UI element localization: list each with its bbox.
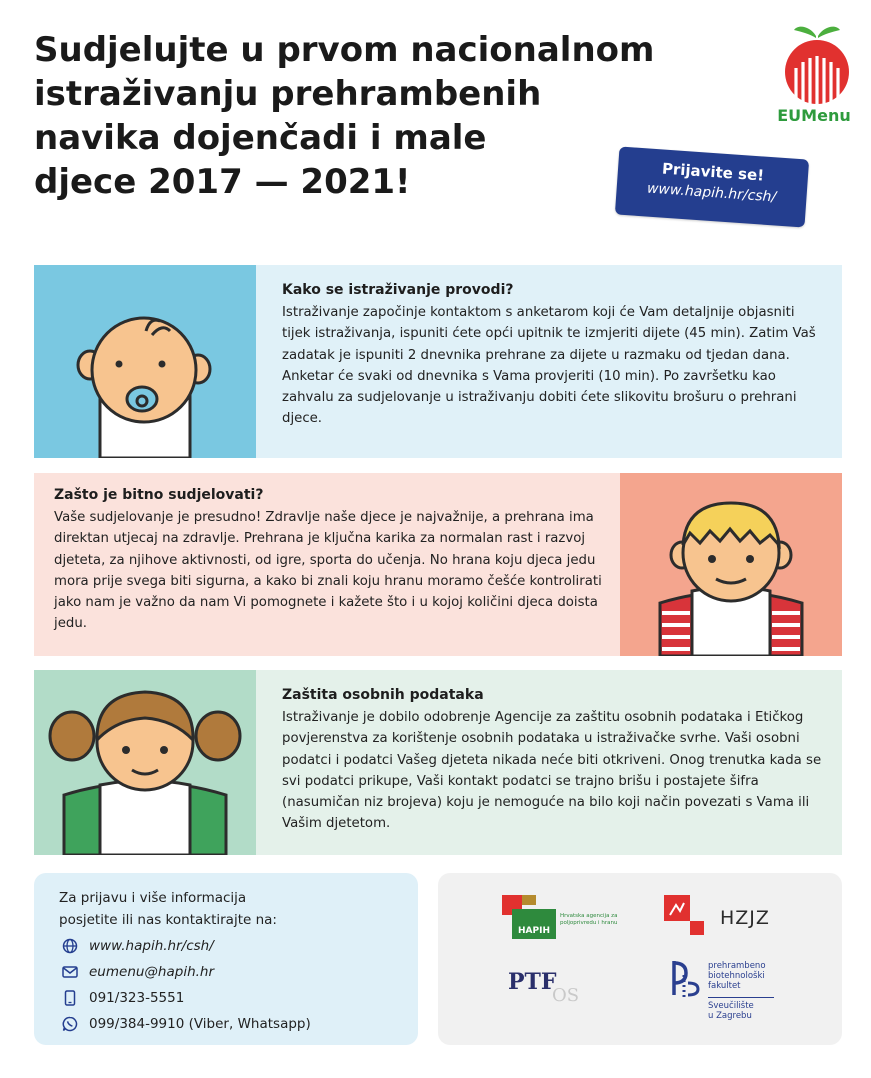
section-heading: Kako se istraživanje provodi? bbox=[282, 282, 514, 298]
hapih-subtitle bbox=[560, 913, 630, 927]
register-badge[interactable] bbox=[615, 146, 809, 227]
contact-web[interactable] bbox=[61, 937, 214, 955]
section-body: Vaše sudjelovanje je presudno! Zdravlje naše djece je najvažnije, a prehrana ima direktan utjecaj na zdravlje. Prehrana je ključna karika za normalan rast i razvoj djeteta, za njihove aktivnosti, od igre, sporta do učenja. No hrana koju djeca jedu mora prije svega biti sigurna, a kako bi znali koju hranu moramo češće kontrolirati jako nam je važno da nam Vi pomognete i kažete što i u kojoj količini djeca doista jedu. bbox=[54, 510, 602, 632]
hapih-logo bbox=[502, 895, 632, 945]
girl-icon bbox=[34, 670, 256, 855]
title-line: navika dojenčadi i male bbox=[34, 118, 487, 158]
pbf-name-line: prehrambeno bbox=[708, 961, 766, 971]
register-url[interactable]: www.hapih.hr/csh/ bbox=[646, 180, 777, 206]
contact-intro bbox=[59, 887, 399, 931]
hapih-name: HAPIH bbox=[512, 909, 556, 939]
whatsapp-icon bbox=[61, 1015, 79, 1033]
globe-icon bbox=[61, 937, 79, 955]
register-title: Prijavite se! bbox=[661, 159, 765, 185]
pbf-university-line: Sveučilište bbox=[708, 1001, 754, 1011]
pbf-name-line: fakultet bbox=[708, 981, 741, 991]
hzjz-name: HZJZ bbox=[720, 907, 770, 929]
title-line: Sudjelujte u prvom nacionalnom bbox=[34, 30, 655, 70]
pbf-name bbox=[708, 961, 766, 991]
pbf-name-line: biotehnološki bbox=[708, 971, 765, 981]
pbf-mark-icon bbox=[666, 957, 702, 999]
phone-icon bbox=[61, 989, 79, 1007]
boy-icon bbox=[620, 473, 842, 656]
girl-illustration bbox=[34, 670, 256, 855]
pbf-divider bbox=[708, 997, 774, 998]
ptf-mark-text: OS bbox=[552, 985, 580, 1006]
section-body: Istraživanje započinje kontaktom s anketarom koji će Vam detaljnije objasniti tijek istraživanja, ispuniti ćete opći upitnik te izmjeriti dijete (45 min). Zatim Vaš zadatak je ispuniti 2 dnevnika prehrane za dijete u razmaku od tjedan dana. Anketar će svaki od dnevnika s Vama provjeriti (10 min). Po završetku kao zahvalu za sudjelovanje u istraživanju dobiti ćete slikovitu brošuru o prehrani djece. bbox=[282, 305, 816, 427]
hapih-subtitle-line: poljoprivredu i hranu bbox=[560, 920, 618, 926]
contact-viber[interactable] bbox=[61, 1015, 311, 1033]
page-title bbox=[34, 28, 655, 204]
contact-email[interactable] bbox=[61, 963, 214, 981]
ptf-logo bbox=[508, 969, 608, 1019]
section-how bbox=[34, 265, 842, 458]
section-body: Istraživanje je dobilo odobrenje Agencije za zaštitu osobnih podataka i Etičkog povjerenstva za korištenje osobnih podataka u istraživačke svrhe. Vaši osobni podatci i podatci Vašeg djeteta nikada neće biti otkriveni. Onog trenutka kada se svi podatci prikupe, Vaši kontakt podatci se trajno brišu i postajete šifra (nasumičan niz brojeva) koju je nemoguće na bilo koji način povezati s Vama ili Vašim djetetom. bbox=[282, 710, 822, 832]
hzjz-logo bbox=[664, 895, 794, 941]
title-line: djece 2017 — 2021! bbox=[34, 162, 411, 202]
pbf-university bbox=[708, 1001, 754, 1021]
title-line: istraživanju prehrambenih bbox=[34, 74, 542, 114]
contact-web-link[interactable]: www.hapih.hr/csh/ bbox=[89, 938, 214, 954]
contact-intro-line: Za prijavu i više informacija bbox=[59, 890, 247, 906]
eumenu-logo-text: EUMenu bbox=[777, 106, 851, 125]
contact-viber-number[interactable]: 099/384-9910 (Viber, Whatsapp) bbox=[89, 1016, 311, 1032]
section-heading: Zaštita osobnih podataka bbox=[282, 687, 484, 703]
hapih-mark-icon bbox=[522, 895, 536, 905]
pbf-university-line: u Zagrebu bbox=[708, 1011, 752, 1021]
section-heading: Zašto je bitno sudjelovati? bbox=[54, 487, 264, 503]
partners-box bbox=[438, 873, 842, 1045]
contact-intro-line: posjetite ili nas kontaktirajte na: bbox=[59, 912, 277, 928]
contact-box bbox=[34, 873, 418, 1045]
mail-icon bbox=[61, 963, 79, 981]
contact-phone-number[interactable]: 091/323-5551 bbox=[89, 990, 185, 1006]
section-why bbox=[34, 473, 842, 656]
ptf-name: PTF bbox=[508, 969, 557, 995]
baby-icon bbox=[34, 265, 256, 458]
pbf-logo bbox=[666, 957, 806, 1037]
baby-illustration bbox=[34, 265, 256, 458]
hzjz-mark-icon bbox=[664, 895, 708, 941]
boy-illustration bbox=[620, 473, 842, 656]
contact-email-link[interactable]: eumenu@hapih.hr bbox=[89, 964, 215, 980]
contact-phone[interactable] bbox=[61, 989, 184, 1007]
section-privacy bbox=[34, 670, 842, 855]
hapih-subtitle-line: Hrvatska agencija za bbox=[560, 913, 618, 919]
